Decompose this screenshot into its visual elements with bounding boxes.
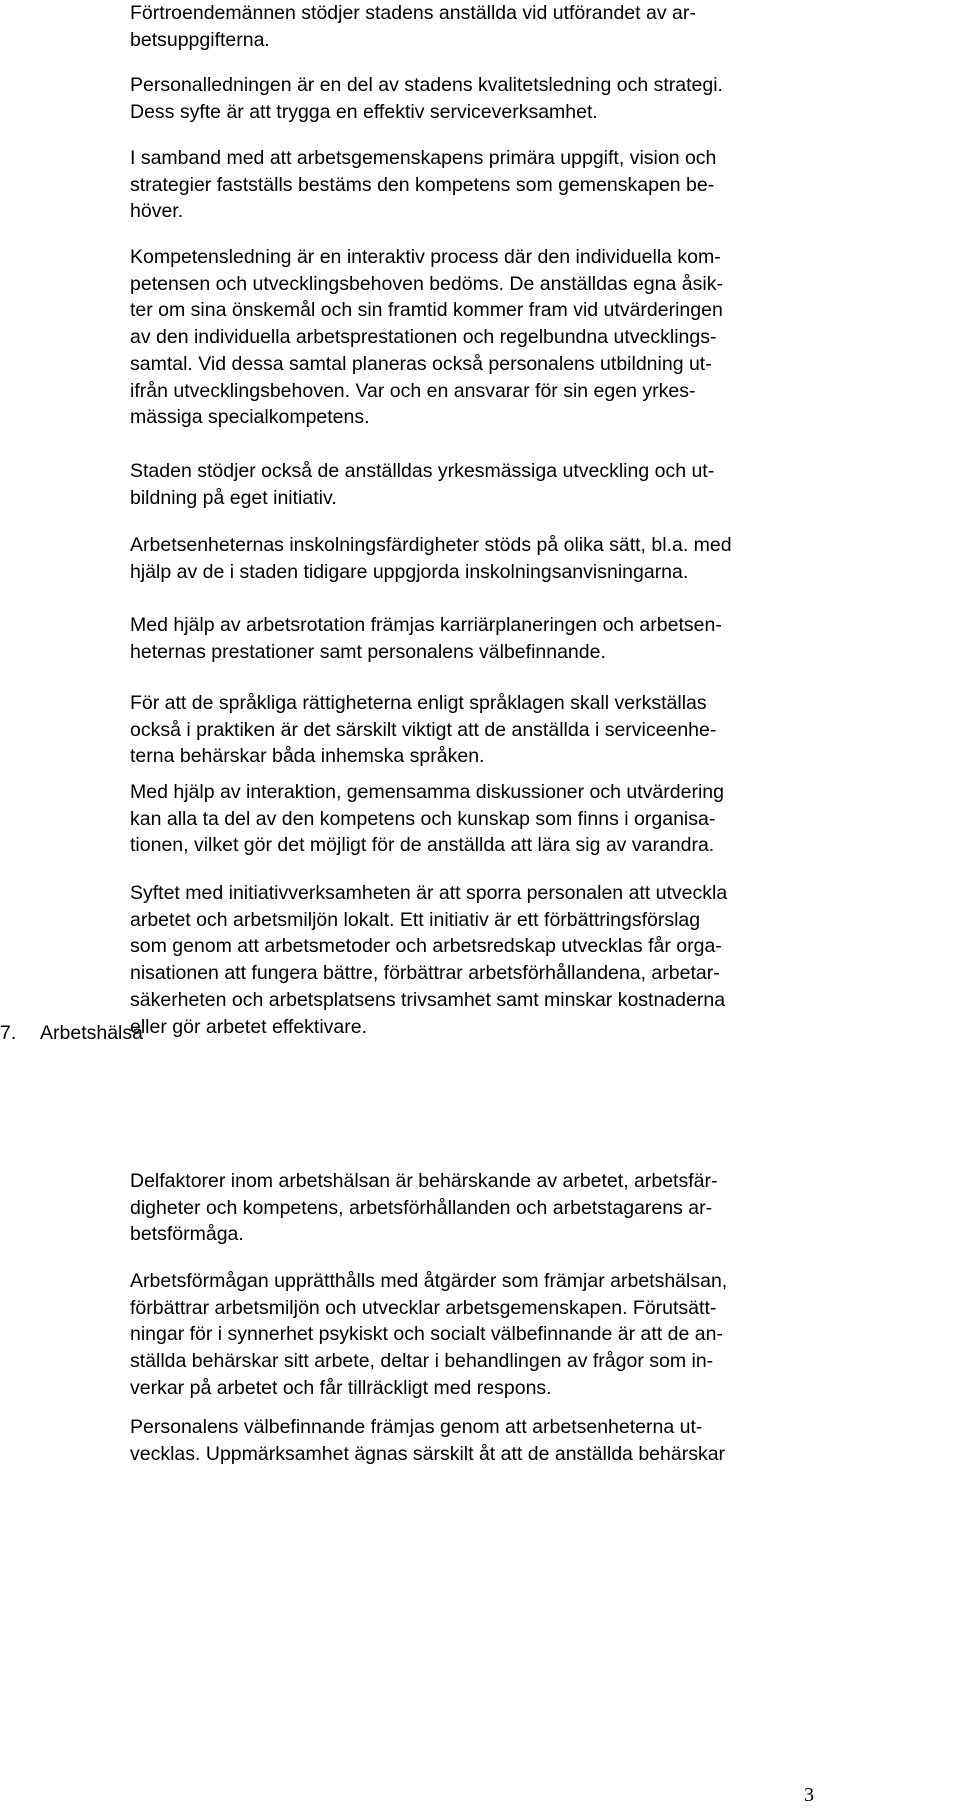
paragraph-line: Personalens välbefinnande främjas genom att arbetsenheterna ut-	[130, 1416, 703, 1438]
paragraph-line: betsförmåga.	[130, 1223, 244, 1246]
paragraph-line: verkar på arbetet och får tillräckligt med respons.	[130, 1376, 552, 1399]
paragraph-line: säkerheten och arbetsplatsens trivsamhet samt minskar kostnaderna	[130, 988, 726, 1011]
paragraph-line: heternas prestationer samt personalens välbefinnande.	[130, 640, 606, 663]
page-number: 3	[804, 1784, 814, 1806]
paragraph-line: petensen och utvecklingsbehoven bedöms. De anställdas egna åsik-	[130, 272, 723, 295]
paragraph-line: Personalledningen är en del av stadens kvalitetsledning och strategi.	[130, 74, 723, 96]
paragraph-line: betsuppgifterna.	[130, 28, 270, 51]
paragraph-line: Syftet med initiativverksamheten är att sporra personalen att utveckla	[130, 882, 728, 904]
paragraph-line: I samband med att arbetsgemenskapens primära uppgift, vision och	[130, 147, 717, 169]
paragraph-line: nisationen att fungera bättre, förbättrar arbetsförhållandena, arbetar-	[130, 962, 720, 985]
paragraph-line: av den individuella arbetsprestationen och regelbundna utvecklings-	[130, 326, 717, 349]
paragraph-line: samtal. Vid dessa samtal planeras också personalens utbildning ut-	[130, 352, 712, 375]
paragraph-line: också i praktiken är det särskilt viktigt att de anställda i serviceenhe-	[130, 718, 717, 741]
paragraph-line: hjälp av de i staden tidigare uppgjorda inskolningsanvisningarna.	[130, 560, 689, 583]
paragraph-line: Kompetensledning är en interaktiv process där den individuella kom-	[130, 246, 721, 268]
paragraph-line: vecklas. Uppmärksamhet ägnas särskilt åt att de anställda behärskar	[130, 1442, 726, 1465]
paragraph-line: Med hjälp av interaktion, gemensamma diskussioner och utvärdering	[130, 781, 724, 803]
paragraph-line: Dess syfte är att trygga en effektiv serviceverksamhet.	[130, 100, 598, 123]
paragraph-line: Arbetsförmågan upprätthålls med åtgärder som främjar arbetshälsan,	[130, 1270, 728, 1292]
paragraph-line: ter om sina önskemål och sin framtid kommer fram vid utvärderingen	[130, 299, 723, 322]
paragraph-line: För att de språkliga rättigheterna enligt språklagen skall verkställas	[130, 692, 707, 714]
paragraph-line: Delfaktorer inom arbetshälsan är behärskande av arbetet, arbetsfär-	[130, 1170, 718, 1192]
paragraph-line: Med hjälp av arbetsrotation främjas karriärplaneringen och arbetsen-	[130, 614, 722, 636]
paragraph-line: förbättrar arbetsmiljön och utvecklar arbetsgemenskapen. Förutsätt-	[130, 1296, 717, 1319]
section-heading	[0, 1020, 300, 1047]
paragraph-line: Arbetsenheternas inskolningsfärdigheter stöds på olika sätt, bl.a. med	[130, 534, 732, 556]
paragraph-line: som genom att arbetsmetoder och arbetsredskap utvecklas får orga-	[130, 935, 722, 958]
paragraph-line: ifrån utvecklingsbehoven. Var och en ansvarar för sin egen yrkes-	[130, 379, 696, 402]
paragraph-line: ställda behärskar sitt arbete, deltar i behandlingen av frågor som in-	[130, 1350, 714, 1373]
paragraph-line: ningar för i synnerhet psykiskt och socialt välbefinnande är att de an-	[130, 1323, 723, 1346]
paragraph-line: Staden stödjer också de anställdas yrkesmässiga utveckling och ut-	[130, 460, 715, 482]
paragraph-line: terna behärskar båda inhemska språken.	[130, 745, 485, 768]
paragraph-line: digheter och kompetens, arbetsförhållanden och arbetstagarens ar-	[130, 1196, 713, 1219]
paragraph-line: arbetet och arbetsmiljön lokalt. Ett initiativ är ett förbättringsförslag	[130, 908, 701, 931]
paragraph-line: mässiga specialkompetens.	[130, 406, 370, 429]
paragraph-line: tionen, vilket gör det möjligt för de anställda att lära sig av varandra.	[130, 834, 715, 857]
paragraph-line: strategier fastställs bestäms den kompetens som gemenskapen be-	[130, 173, 715, 196]
paragraph-line: höver.	[130, 200, 184, 223]
paragraph-line: Förtroendemännen stödjer stadens anställda vid utförandet av ar-	[130, 2, 696, 24]
paragraph-line: kan alla ta del av den kompetens och kunskap som finns i organisa-	[130, 807, 716, 830]
section-title: Arbetshälsa	[40, 1022, 143, 1044]
section-number: 7.	[0, 1022, 17, 1044]
paragraph-line: bildning på eget initiativ.	[130, 486, 337, 509]
paragraph-line: eller gör arbetet effektivare.	[130, 1015, 368, 1038]
